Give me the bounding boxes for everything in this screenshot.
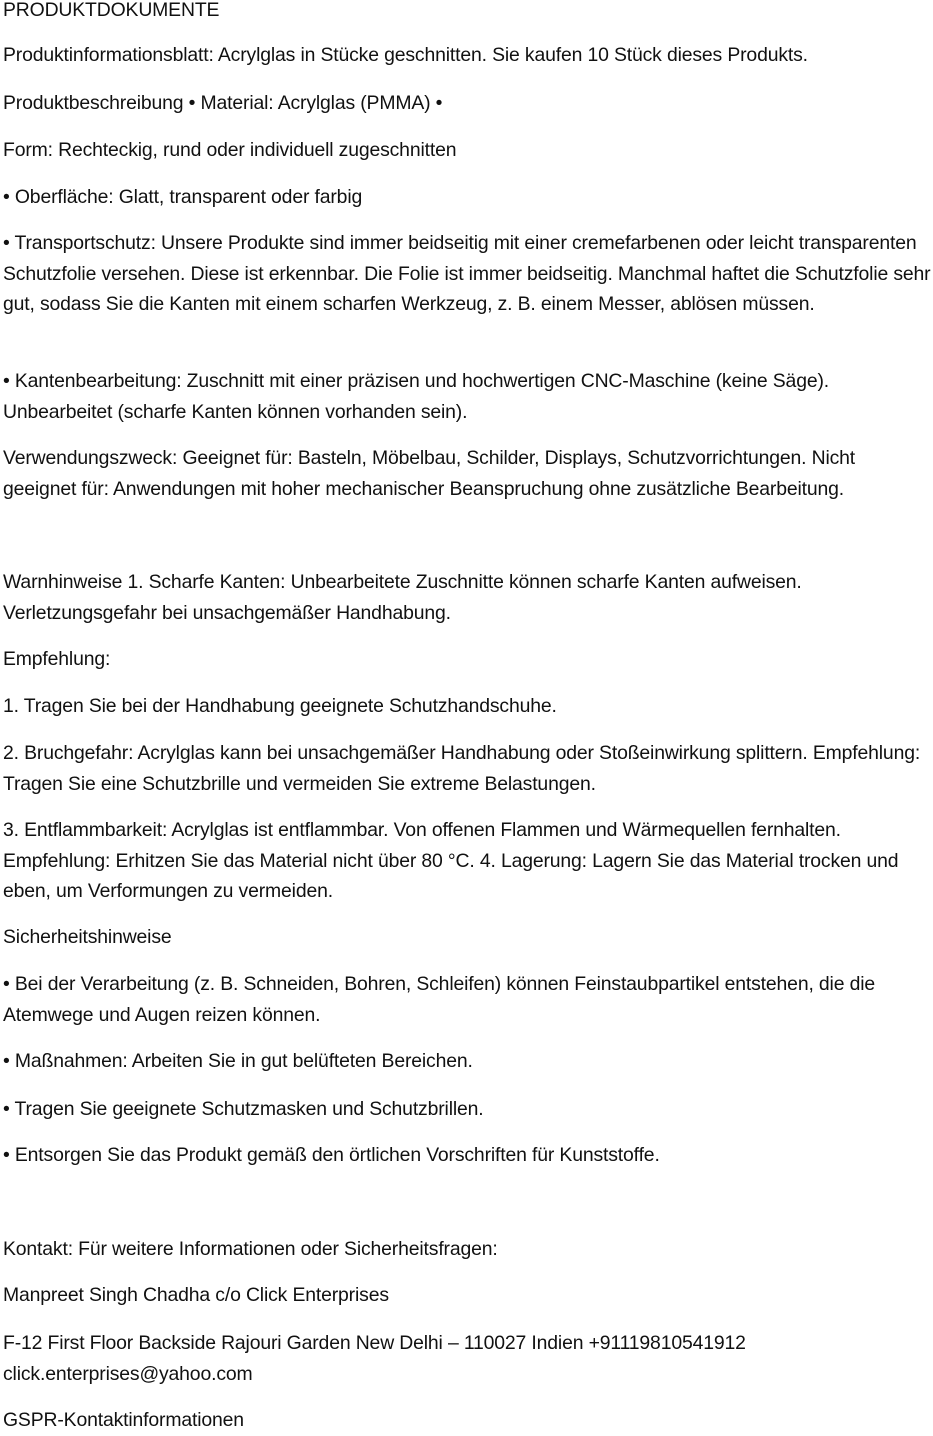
safety-heading: Sicherheitshinweise — [3, 926, 172, 948]
contact-address: F-12 First Floor Backside Rajouri Garden New Delhi – 110027 Indien +91119810541912 click.enterprises@yahoo.com — [3, 1332, 746, 1385]
form-paragraph: Form: Rechteckig, rund oder individuell zugeschnitten — [3, 139, 457, 161]
measures-paragraph: • Maßnahmen: Arbeiten Sie in gut belüfteten Bereichen. — [3, 1050, 473, 1072]
breakage-paragraph: 2. Bruchgefahr: Acrylglas kann bei unsachgemäßer Handhabung oder Stoßeinwirkung splittern. Empfehlung: Tragen Sie eine Schutzbrille und vermeiden Sie extreme Belastungen. — [3, 742, 921, 795]
product-description-paragraph: Produktbeschreibung • Material: Acrylglas (PMMA) • — [3, 92, 443, 114]
gloves-paragraph: 1. Tragen Sie bei der Handhabung geeignete Schutzhandschuhe. — [3, 695, 557, 717]
masks-paragraph: • Tragen Sie geeignete Schutzmasken und Schutzbrillen. — [3, 1098, 484, 1120]
disposal-paragraph: • Entsorgen Sie das Produkt gemäß den örtlichen Vorschriften für Kunststoffe. — [3, 1144, 660, 1166]
gspr-heading: GSPR-Kontaktinformationen — [3, 1409, 244, 1431]
transport-protection-paragraph: • Transportschutz: Unsere Produkte sind immer beidseitig mit einer cremefarbenen oder leicht transparenten Schutzfolie versehen. Diese ist erkennbar. Die Folie ist immer beidseitig. Manchmal haftet die Schutzfolie sehr gut, sodass Sie die Kanten mit einem scharfen Werkzeug, z. B. einem Messer, ablösen müssen. — [3, 232, 931, 315]
product-info-paragraph: Produktinformationsblatt: Acrylglas in Stücke geschnitten. Sie kaufen 10 Stück dieses Produkts. — [3, 44, 808, 66]
usage-paragraph: Verwendungszweck: Geeignet für: Basteln, Möbelbau, Schilder, Displays, Schutzvorrichtungen. Nicht geeignet für: Anwendungen mit hoher mechanischer Beanspruchung ohne zusätzliche Bearbeitung. — [3, 447, 856, 500]
warnings-paragraph: Warnhinweise 1. Scharfe Kanten: Unbearbeitete Zuschnitte können scharfe Kanten aufweisen. Verletzungsgefahr bei unsachgemäßer Handhabung. — [3, 571, 802, 624]
contact-intro: Kontakt: Für weitere Informationen oder Sicherheitsfragen: — [3, 1238, 498, 1260]
flammability-paragraph: 3. Entflammbarkeit: Acrylglas ist entflammbar. Von offenen Flammen und Wärmequellen fernhalten. Empfehlung: Erhitzen Sie das Material nicht über 80 °C. 4. Lagerung: Lagern Sie das Material trocken und eben, um Verformungen zu vermeiden. — [3, 819, 899, 902]
recommendation-label: Empfehlung: — [3, 648, 111, 670]
document-heading: PRODUKTDOKUMENTE — [3, 0, 220, 21]
edge-processing-paragraph: • Kantenbearbeitung: Zuschnitt mit einer präzisen und hochwertigen CNC-Maschine (keine Säge). Unbearbeitet (scharfe Kanten können vorhanden sein). — [3, 370, 830, 423]
contact-name: Manpreet Singh Chadha c/o Click Enterprises — [3, 1284, 389, 1306]
dust-paragraph: • Bei der Verarbeitung (z. B. Schneiden, Bohren, Schleifen) können Feinstaubpartikel entstehen, die die Atemwege und Augen reizen können. — [3, 973, 876, 1026]
surface-paragraph: • Oberfläche: Glatt, transparent oder farbig — [3, 186, 363, 208]
